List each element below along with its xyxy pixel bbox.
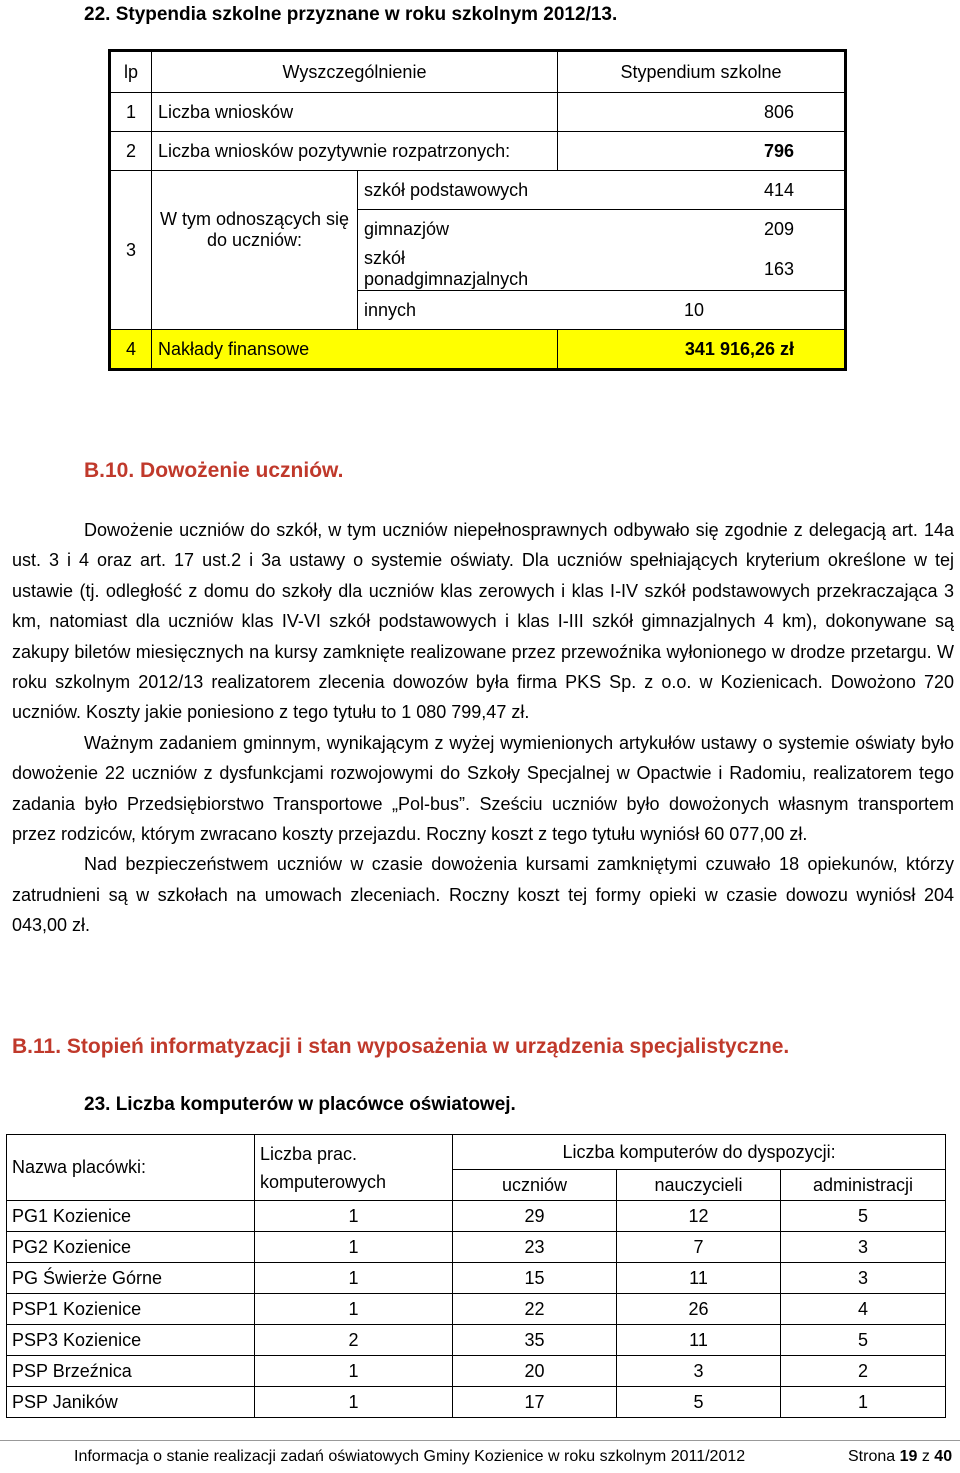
- header-group: Liczba komputerów do dyspozycji:: [453, 1135, 946, 1170]
- header-lp: lp: [110, 51, 152, 93]
- paragraph: Ważnym zadaniem gminnym, wynikającym z wyżej wymienionych artykułów ustawy o systemie oświaty było dowożenie 22 uczniów z dysfunkcjami rozwojowymi do Szkoły Specjalnej w Opactwie i Radomiu, realizatorem tego zadania było Przedsiębiorstwo Transportowe „Pol-bus”. Sześciu uczniów było dowożonych własnym transportem przez rodziców, którym zwracano koszty przejazdu. Roczny koszt z tego tytułu wyniósł 60 077,00 zł.: [12, 732, 954, 845]
- header-teachers: nauczycieli: [617, 1170, 781, 1201]
- footer-divider: [0, 1440, 960, 1441]
- table-row: PSP Janików 1 17 5 1: [7, 1387, 946, 1418]
- table-row: gimnazjów 209: [110, 210, 846, 249]
- table2-title: 23. Liczba komputerów w placówce oświatowej.: [84, 1094, 516, 1115]
- table-row: PSP3 Kozienice 2 35 11 5: [7, 1325, 946, 1356]
- table-row: PSP1 Kozienice 1 22 26 4: [7, 1294, 946, 1325]
- paragraph: Dowożenie uczniów do szkół, w tym uczniów niepełnosprawnych odbywało się zgodnie z delegacją art. 14a ust. 3 i 4 oraz art. 17 ust.2 i 3a ustawy o systemie oświaty. Dla uczniów spełniających kryterium określone w tej ustawie (tj. odległość z domu do szkoły dla uczniów klas zerowych i klas I-IV szkół podstawowych przekraczająca 3 km, natomiast dla uczniów klas IV-VI szkół podstawowych i klas I-III szkół gimnazjalnych 4 km), dokonywane są zakupy biletów miesięcznych na kursy zamknięte realizowane przez przewoźnika wyłonionego w drodze przetargu. W roku szkolnym 2012/13 realizatorem zlecenia dowozów była firma PKS Sp. z o.o. w Kozienicach. Dowożono 720 uczniów. Koszty jakie poniesiono z tego tytułu to 1 080 799,47 zł.: [12, 520, 954, 723]
- table-row: innych 10: [110, 291, 846, 330]
- scholarship-table: [108, 49, 847, 371]
- header-students: uczniów: [453, 1170, 617, 1201]
- table-row: 3 W tym odnoszących się do uczniów: szkół podstawowych 414: [110, 171, 846, 210]
- paragraph: Nad bezpieczeństwem uczniów w czasie dowożenia kursami zamkniętymi czuwało 18 opiekunów, którzy zatrudnieni są w szkołach na umowach zleceniach. Roczny koszt tej formy opieki w czasie dowozu wyniósł 204 043,00 zł.: [12, 854, 954, 936]
- header-value: Stypendium szkolne: [558, 51, 846, 93]
- footer-text: Informacja o stanie realizacji zadań oświatowych Gminy Kozienice w roku szkolnym 2011/2012: [74, 1448, 746, 1465]
- table-row: szkół ponadgimnazjalnych 163: [110, 248, 846, 291]
- section-b10-title: B.10. Dowożenie uczniów.: [84, 459, 344, 482]
- computers-table: [6, 1134, 946, 1418]
- table-header-row: [110, 51, 846, 93]
- header-admin: administracji: [781, 1170, 946, 1201]
- table-row: PSP Brzeźnica 1 20 3 2: [7, 1356, 946, 1387]
- section-title: 22. Stypendia szkolne przyznane w roku szkolnym 2012/13.: [84, 4, 618, 25]
- table-row: PG2 Kozienice 1 23 7 3: [7, 1232, 946, 1263]
- header-desc: Wyszczególnienie: [152, 51, 558, 93]
- page-number: Strona 19 z 40: [848, 1448, 953, 1465]
- header-name: Nazwa placówki:: [7, 1135, 255, 1201]
- table-row: PG Świerże Górne 1 15 11 3: [7, 1263, 946, 1294]
- table-row: PG1 Kozienice 1 29 12 5: [7, 1201, 946, 1232]
- table-row: 2 Liczba wniosków pozytywnie rozpatrzonych: 796: [110, 132, 846, 171]
- table-row-highlight: 4 Nakłady finansowe 341 916,26 zł: [110, 330, 846, 370]
- section-b11-title: B.11. Stopień informatyzacji i stan wyposażenia w urządzenia specjalistyczne.: [12, 1035, 790, 1058]
- section-b10-body: [12, 515, 954, 941]
- table-header-row: [7, 1135, 946, 1170]
- table-row: 1 Liczba wniosków 806: [110, 93, 846, 132]
- header-prac: Liczba prac. komputerowych: [255, 1135, 453, 1201]
